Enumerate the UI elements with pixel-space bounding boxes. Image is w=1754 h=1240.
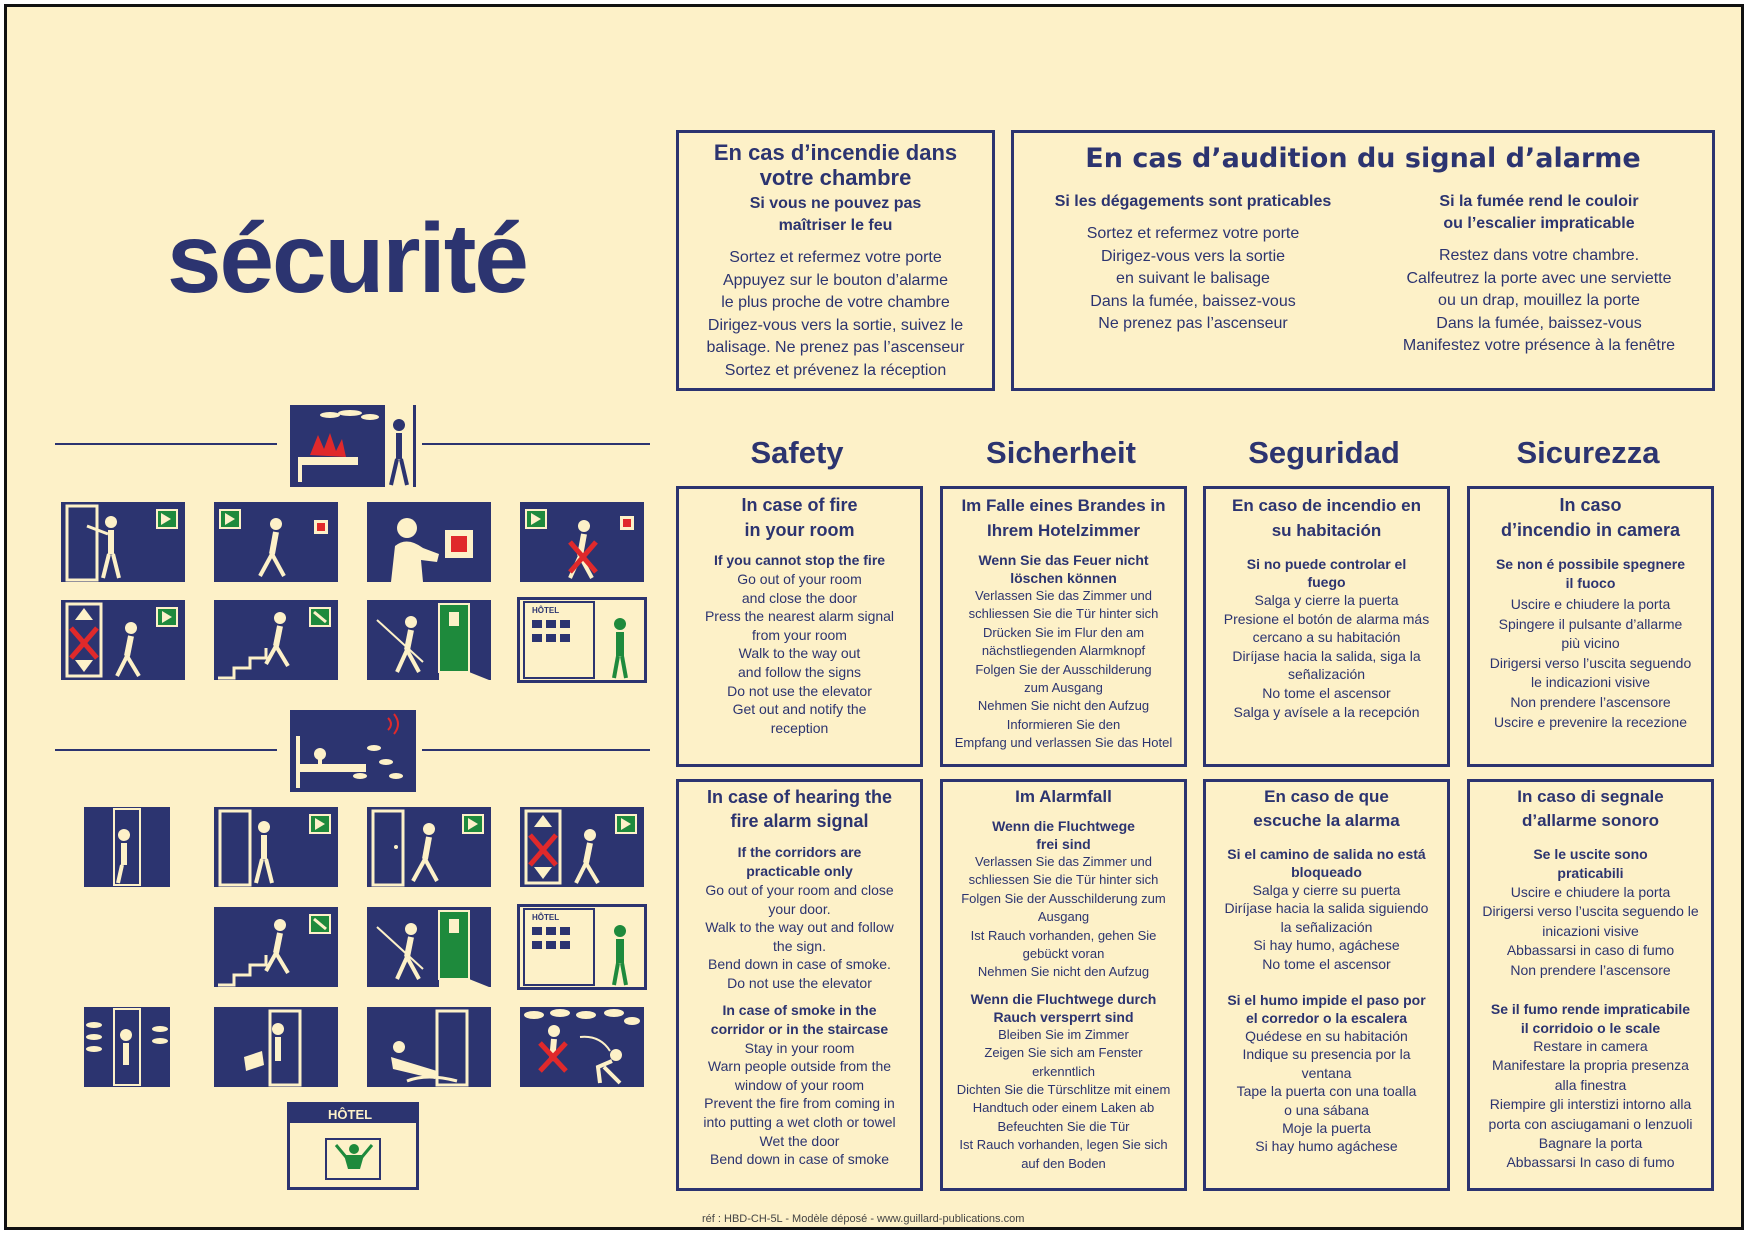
fire-box-text: Uscire e chiudere la porta Spingere il pulsante d’allarme più vicino Dirigersi verso l’uscita seguendo le indicazioni visive Non prendere l’ascensore Uscire e prevenire la recezione — [1489, 596, 1692, 730]
pictogram-elevator-forbidden-2 — [517, 804, 647, 890]
alarm-box-heading: In case of hearing the fire alarm signal — [706, 787, 893, 831]
hotel-window-icon — [290, 1105, 416, 1187]
alarm-box-es — [1203, 779, 1450, 1191]
pictogram-fire-in-room — [287, 402, 419, 490]
walk-from-door-icon — [367, 807, 491, 887]
lang-header-it: Sicurezza — [1516, 435, 1660, 470]
lang-header-es: Seguridad — [1248, 435, 1400, 470]
person-at-door-icon — [84, 807, 170, 887]
person-exit-icon — [214, 807, 338, 887]
alarm-box-subheading: Se le uscite sono praticabili — [1533, 846, 1648, 881]
hotel-sign: HÔTEL — [532, 913, 560, 922]
alarm-box-en — [676, 779, 923, 1191]
fire-box-heading: In case of fire in your room — [741, 495, 858, 540]
alarm-box-heading: In caso di segnale d’allarme sonoro — [1517, 787, 1664, 830]
stay-in-room-icon — [214, 1007, 338, 1087]
exit-door-icon — [367, 600, 491, 680]
fire-box-it — [1467, 486, 1714, 767]
hotel-sign: HÔTEL — [328, 1107, 373, 1122]
exit-door-icon — [367, 907, 491, 987]
lang-header-en: Safety — [750, 435, 844, 470]
pictogram-hotel-assembly-2 — [517, 904, 647, 990]
pictogram-smoke-at-door — [81, 1004, 173, 1090]
poster-title: sécurité — [167, 203, 527, 313]
fr-fire-room-subheading: Si vous ne pouvez pas maîtriser le feu — [749, 195, 922, 234]
hotel-sign: HÔTEL — [532, 606, 560, 615]
pictogram-alarm-in-room — [287, 707, 419, 795]
alarm-box-text: Salga y cierre su puerta Diríjase hacia la salida siguiendo la señalización Si hay humo, agáchese No tome el ascensor — [1224, 882, 1429, 972]
pictogram-hotel-assembly — [517, 597, 647, 683]
pictogram-seal-door — [364, 1004, 494, 1090]
fr-alarm-heading: En cas d’audition du signal d’alarme — [1085, 143, 1641, 174]
alarm-box-text: Bleiben Sie im Zimmer Zeigen Sie sich am Fenster erkenntlich Dichten Sie die Türschlitze mit einem Handtuch oder einem Laken ab Befeuchten Sie die Tür Ist Rauch vorhanden, legen Sie sich auf den Boden — [956, 1026, 1171, 1171]
alarm-box-subheading: Se il fumo rende impraticabile il corridoio o le scale — [1490, 1001, 1691, 1036]
fire-box-heading: In caso d’incendio in camera — [1500, 495, 1681, 540]
fr-fire-room-text: Sortez et refermez votre porte Appuyez sur le bouton d’alarme le plus proche de votre chambre Dirigez-vous vers la sortie, suivez le balisage. Ne prenez pas l’ascenseur Sortez et prévenez la réception — [706, 249, 965, 379]
fire-box-subheading: If you cannot stop the fire — [713, 552, 886, 568]
alarm-box-subheading: Wenn die Fluchtwege frei sind — [992, 818, 1135, 852]
fire-box-text: Go out of your room and close the door Press the nearest alarm signal from your room Walk to the way out and follow the signs Do not use the elevator Get out and notify the reception — [704, 571, 895, 736]
running-person-icon — [214, 502, 338, 582]
elevator-crossed-icon — [520, 807, 644, 887]
fr-alarm-right-text: Restez dans votre chambre. Calfeutrez la porte avec une serviette ou un drap, mouillez la porte Dans la fumée, baissez-vous Manifestez votre présence à la fenêtre — [1402, 247, 1676, 354]
alarm-box-subheading: Si el humo impide el paso por el corredor o la escalera — [1227, 992, 1426, 1027]
stairs-icon — [214, 600, 338, 680]
fire-box-subheading: Se non é possibile spegnere il fuoco — [1495, 556, 1686, 591]
person-exit-icon — [61, 502, 185, 582]
alarm-box-subheading: In case of smoke in the corridor or in the staircase — [710, 1001, 889, 1037]
smoke-door-icon — [84, 1007, 170, 1087]
follow-signs-icon — [520, 502, 644, 582]
alarm-box-subheading: Si el camino de salida no está bloqueado — [1227, 846, 1426, 880]
hotel-building-icon — [520, 907, 644, 987]
pictogram-take-stairs — [211, 597, 341, 683]
fire-box-es — [1203, 486, 1450, 767]
stairs-icon — [214, 907, 338, 987]
fr-fire-room-heading: En cas d’incendie dans votre chambre — [713, 140, 958, 190]
divider-line — [55, 443, 277, 445]
hotel-building-icon — [520, 600, 644, 680]
pictogram-leave-room-2 — [211, 804, 341, 890]
fire-box-heading: Im Falle eines Brandes in Ihrem Hotelzimmer — [961, 496, 1166, 540]
alarm-box-text: Verlassen Sie das Zimmer und schliessen Sie die Tür hinter sich Folgen Sie der Ausschilderung zum Ausgang Ist Rauch vorhanden, gehen Sie gebückt voran Nehmen Sie nicht den Aufzug — [961, 854, 1166, 980]
fire-scene-icon — [290, 405, 416, 487]
alarm-box-it — [1467, 779, 1714, 1191]
alarm-box-text: Stay in your room Warn people outside from the window of your room Prevent the fire from coming in into putting a wet cloth or towel Wet the door Bend down in case of smoke — [703, 1039, 896, 1168]
wet-towel-icon — [367, 1007, 491, 1087]
pictogram-crouch-smoke — [517, 1004, 647, 1090]
pictogram-no-elevator-exit — [517, 499, 647, 585]
pictogram-elevator-forbidden — [58, 597, 188, 683]
pictogram-signal-window — [287, 1102, 419, 1190]
pictogram-press-alarm — [364, 499, 494, 585]
pictogram-check-door — [81, 804, 173, 890]
fire-box-text: Salga y cierre la puerta Presione el botón de alarma más cercano a su habitación Diríjase hacia la salida, siga la señalización No tome el ascensor Salga y avísele a la recepción — [1223, 592, 1430, 720]
fr-alarm-right-subheading: Si la fumée rend le couloir ou l’escalier impraticable — [1439, 193, 1639, 232]
fire-box-subheading: Wenn Sie das Feuer nicht löschen können — [978, 552, 1149, 586]
alarm-button-icon — [367, 502, 491, 582]
fire-box-heading: En caso de incendio en su habitación — [1232, 496, 1421, 540]
fire-box-en — [676, 486, 923, 767]
footer-reference: réf : HBD-CH-5L - Modèle déposé - www.guillard-publications.com — [702, 1213, 1025, 1225]
alarm-box-heading: En caso de que escuche la alarma — [1253, 787, 1400, 830]
divider-line — [55, 749, 277, 751]
alarm-sound-icon — [290, 710, 416, 792]
fire-box-text: Verlassen Sie das Zimmer und schliessen Sie die Tür hinter sich Drücken Sie im Flur den am nächstliegenden Alarmknopf Folgen Sie der Ausschilderung zum Ausgang Nehmen Sie nicht den Aufzug Informieren Sie den Empfang und verlassen Sie das Hotel — [954, 588, 1173, 751]
fire-box-subheading: Si no puede controlar el fuego — [1246, 556, 1407, 590]
fire-box-de — [940, 486, 1187, 767]
crouch-under-smoke-icon — [520, 1007, 644, 1087]
safety-poster — [4, 4, 1744, 1230]
alarm-box-heading: Im Alarmfall — [1015, 787, 1112, 806]
alarm-box-text: Restare in camera Manifestare la propria presenza alla finestra Riempire gli interstizi intorno alla porta con asciugamani o lenzuoli Bagnare la porta Abbassarsi In caso di fumo — [1488, 1038, 1693, 1171]
pictogram-walk-exit — [211, 499, 341, 585]
pictogram-take-stairs-2 — [211, 904, 341, 990]
alarm-box-de — [940, 779, 1187, 1191]
fr-alarm-left-subheading: Si les dégagements sont praticables — [1054, 193, 1332, 210]
elevator-crossed-icon — [61, 600, 185, 680]
fr-alarm-left-text: Sortez et refermez votre porte Dirigez-vous vers la sortie en suivant le balisage Dans la fumée, baissez-vous Ne prenez pas l’ascenseur — [1086, 225, 1300, 332]
pictogram-exit-door — [364, 597, 494, 683]
fr-alarm-box — [1011, 130, 1715, 391]
pictogram-leave-room — [58, 499, 188, 585]
alarm-box-text: Go out of your room and close your door. Walk to the way out and follow the sign. Bend down in case of smoke. Do not use the elevator — [705, 882, 894, 991]
pictogram-stay-room — [211, 1004, 341, 1090]
alarm-box-text: Quédese en su habitación Indique su presencia por la ventana Tape la puerta con una toalla o una sábana Moje la puerta Si hay humo agáchese — [1236, 1028, 1417, 1155]
divider-line — [422, 749, 650, 751]
pictogram-close-door — [364, 804, 494, 890]
alarm-box-subheading: If the corridors are practicable only — [737, 844, 862, 879]
fr-fire-room-box — [676, 130, 995, 391]
alarm-box-text: Uscire e chiudere la porta Dirigersi verso l’uscita seguendo le inicazioni visive Abbassarsi in caso di fumo Non prendere l’ascensore — [1482, 884, 1699, 978]
lang-header-de: Sicherheit — [986, 435, 1136, 470]
pictogram-exit-door-2 — [364, 904, 494, 990]
alarm-box-subheading: Wenn die Fluchtwege durch Rauch versperrt sind — [970, 990, 1157, 1025]
divider-line — [422, 443, 650, 445]
